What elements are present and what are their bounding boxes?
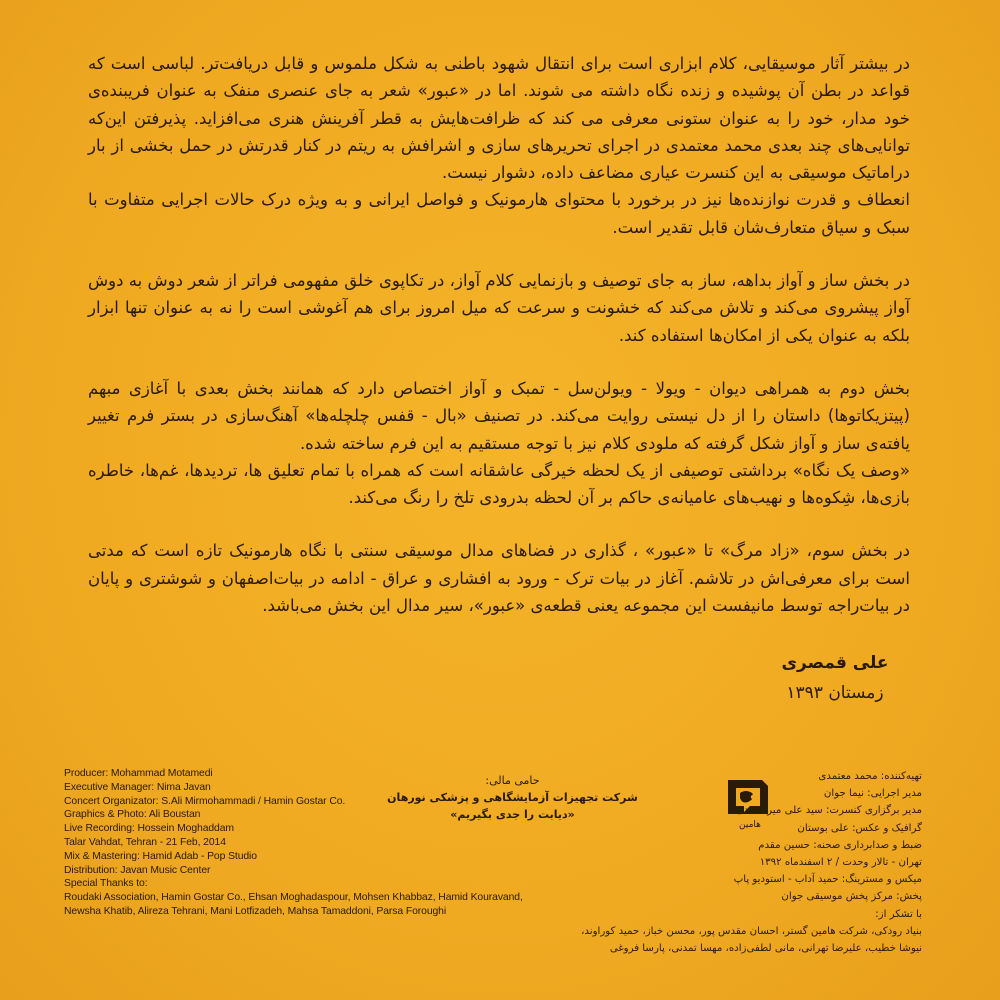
credit-line: Roudaki Association, Hamin Gostar Co., Ehsan Moghadaspour, Mohsen Khabbaz, Hamid Kouravand,: [64, 892, 523, 904]
sponsor-block: [380, 772, 645, 823]
essay-paragraph-3: در بخش ساز و آواز بداهه، ساز به جای توصیف و بازنمایی کلام آواز، در تکاپوی خلق مفهومی فراتر از شعر دوش به دوش آواز پیشروی می‌کند و تلاش می‌کند که خشونت و سرعت که میل امروز برای هم آغوشی است را نه به عنوان تنها ابزار بلکه به عنوان یکی از امکان‌ها استفاده کند.: [88, 271, 910, 345]
essay-text: [88, 50, 910, 645]
credit-line: Newsha Khatib, Alireza Tehrani, Mani Lotfizadeh, Mahsa Tamaddoni, Parsa Foroughi: [64, 905, 447, 917]
essay-paragraph-4: بخش دوم به همراهی دیوان - ویولا - ویولن‌سل - تمبک و آواز اختصاص دارد که همانند بخش بعدی با آغازی مبهم (پیتزیکاتوها) داستان را از دل نیستی روایت می‌کند. در تصنیف «بال - قفس چلچله‌ها» آهنگ‌سازی در بستر فرم تغییر یافته‌ی ساز و آواز شکل گرفته که ملودی کلام نیز با توجه مستقیم به این فرم ساخته شده.: [88, 378, 910, 453]
credit-line: تهیه‌کننده: محمد معتمدی: [818, 771, 922, 782]
credit-line: بنیاد رودکی، شرکت هامین گستر، احسان مقدس پور، محسن خباز، حمید کوراوند،: [581, 925, 922, 937]
credit-line: Live Recording: Hossein Moghaddam: [64, 823, 234, 835]
credit-line: میکس و مسترینگ: حمید آداب - استودیو پاپ: [733, 874, 922, 886]
credit-line: Mix & Mastering: Hamid Adab - Pop Studio: [64, 850, 257, 862]
sponsor-label: حامی مالی:: [485, 774, 540, 787]
credit-line: Special Thanks to:: [64, 878, 148, 890]
credit-line: Concert Organizator: S.Ali Mirmohammadi / Hamin Gostar Co.: [64, 795, 346, 807]
essay-paragraph-1: در بیشتر آثار موسیقایی، کلام ابزاری است برای انتقال شهود باطنی به شکل ملموس و قابل دریافت‌تر. لباسی است که قواعد در بطن آن پوشیده و زنده نگاه داشته می شوند. اما در «عبور» شعر به جای عنصری منفک به عنوان فریبنده‌ی خود مدار، خود را به عنوان ستونی معرفی می کند که ظرافت‌هایش به قطر آفرینش هنری می‌افزاید. پذیرفتن این‌که توانایی‌های چند بعدی محمد معتمدی در اجرای تحریرهای سازی و اشرافش به ریتم در کنار قدرتش در حمل بخشی از بار دراماتیک موسیقی به این کنسرت عیاری مضاعف داده، دشوار نیست.: [88, 54, 910, 183]
essay-paragraph-2: انعطاف و قدرت نوازنده‌ها نیز در برخورد با محتوای هارمونیک و فواصل ایرانی و به ویژه درک حالات اجرایی متفاوت با سبک و سیاق متعارف‌شان قابل تقدیر است.: [88, 190, 910, 237]
credits-persian: [581, 768, 922, 957]
credit-line: ضبط و صدابرداری صحنه: حسین مقدم: [758, 839, 922, 851]
essay-paragraph-6: در بخش سوم، «زاد مرگ» تا «عبور» ، گذاری در فضاهای مدال موسیقی سنتی با نگاه هارمونیک تازه است که مدتی است برای معرفی‌اش در تلاشم. آغاز در بیات ترک - ورود به افشاری و عراق - ادامه در بیات‌اصفهان و شوشتری و پایان در بیات‌راجه توسط مانیفست این مجموعه یعنی قطعه‌ی «عبور»، سیر مدال این بخش می‌باشد.: [88, 541, 910, 616]
credit-line: گرافیک و عکس: علی بوستان: [797, 822, 922, 834]
signature-date: زمستان ۱۳۹۳: [786, 683, 884, 703]
credit-line: مدیر برگزاری کنسرت: سید علی میرمحمدی: [735, 805, 922, 817]
credit-line: Talar Vahdat, Tehran - 21 Feb, 2014: [64, 836, 226, 848]
sponsor-slogan: «دیابت را جدی بگیریم»: [450, 808, 575, 821]
sponsor-company: شرکت تجهیزات آزمایشگاهی و پزشکی نورهان: [387, 791, 638, 804]
author-name: علی قمصری: [781, 653, 889, 673]
credit-line: پخش: مرکز پخش موسیقی جوان: [781, 891, 922, 903]
credit-line: Graphics & Photo: Ali Boustan: [64, 809, 201, 821]
credit-line: تهران - تالار وحدت / ۲ اسفندماه ۱۳۹۲: [759, 857, 922, 869]
credit-line: با تشکر از:: [875, 908, 922, 920]
credit-line: Executive Manager: Nima Javan: [64, 781, 211, 793]
credit-line: Producer: Mohammad Motamedi: [64, 768, 213, 779]
logo-text: هامین: [739, 820, 761, 830]
credit-line: Distribution: Javan Music Center: [64, 864, 211, 876]
signature: [670, 648, 1000, 708]
credit-line: نیوشا خطیب، علیرضا تهرانی، مانی لطفی‌زاده، مهسا تمدنی، پارسا فروغی: [609, 943, 922, 955]
essay-paragraph-5: «وصف یک نگاه» برداشتی توصیفی از یک لحظه خیرگی عاشقانه است که همراه با تمام تعلیق ها، تردیدها، غم‌ها، خاطره بازی‌ها، شِکوه‌ها و نهیب‌های عامیانه‌ی حاکم بر آن لحظه بدرودی تلخ را رنگ می‌کند.: [88, 460, 910, 508]
credit-line: مدیر اجرایی: نیما جوان: [823, 788, 922, 800]
